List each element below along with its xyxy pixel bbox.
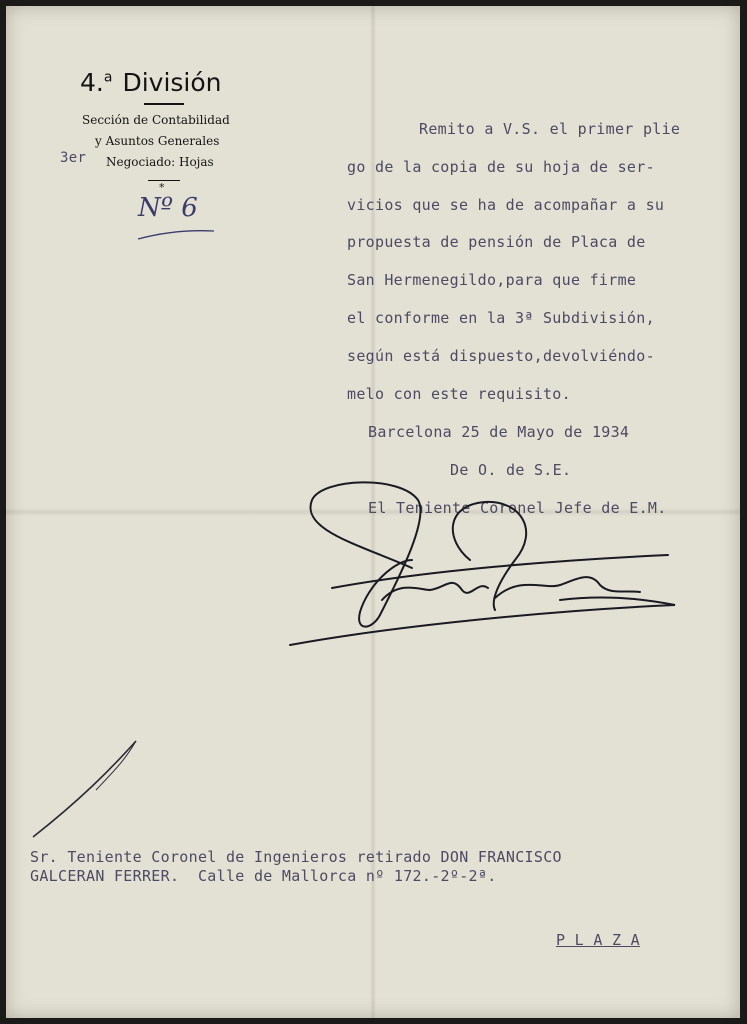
section-line-1: Sección de Contabilidad <box>82 113 230 127</box>
body-line-8: melo con este requisito. <box>347 385 571 403</box>
section-line-2: y Asuntos Generales <box>95 134 220 148</box>
division-word: División <box>122 68 222 97</box>
body-line-7: según está dispuesto,devolviéndo- <box>347 347 655 365</box>
star-mark: * <box>159 181 165 194</box>
order-line: De O. de S.E. <box>450 461 572 479</box>
body-line-2: go de la copia de su hoja de ser- <box>347 158 655 176</box>
handwritten-number: Nº 6 <box>138 193 198 223</box>
division-number: 4. <box>80 68 104 97</box>
plaza-label: P L A Z A <box>556 931 640 949</box>
body-line-4: propuesta de pensión de Placa de <box>347 233 646 251</box>
body-line-3: vicios que se ha de acompañar a su <box>347 196 665 214</box>
signatory-line: El Teniente Coronel Jefe de E.M. <box>368 499 667 517</box>
recipient-line-2: GALCERAN FERRER. Calle de Mallorca nº 172.-2º-2ª. <box>30 867 497 885</box>
date-line: Barcelona 25 de Mayo de 1934 <box>368 423 630 441</box>
negociado-label: Negociado: Hojas <box>106 155 214 169</box>
division-superscript: a <box>103 69 113 86</box>
body-line-5: San Hermenegildo,para que firme <box>347 271 637 289</box>
body-line-1: Remito a V.S. el primer plie <box>419 120 681 138</box>
recipient-line-1: Sr. Teniente Coronel de Ingenieros retirado DON FRANCISCO <box>30 848 562 866</box>
body-line-6: el conforme en la 3ª Subdivisión, <box>347 309 655 327</box>
negociado-typed: 3er <box>60 150 87 166</box>
